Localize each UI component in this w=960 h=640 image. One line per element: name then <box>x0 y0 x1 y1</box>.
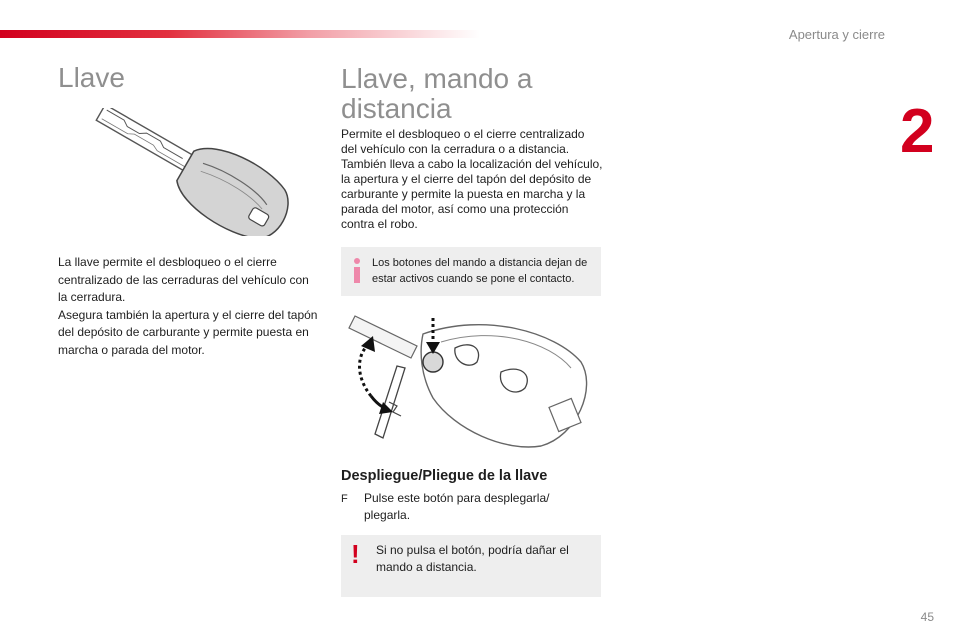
info-icon <box>350 257 364 283</box>
key-description: La llave permite el desbloqueo o el cierre centralizado de las cerraduras del vehículo con la cerradura. Asegura también la apertura y el cierre del tapón del depósito de carburante y permite puesta en marcha o parada del motor. <box>58 255 318 357</box>
bullet-marker: F <box>341 493 348 505</box>
remote-description: Permite el desbloqueo o el cierre centralizado del vehículo con la cerradura o a distancia. También lleva a cabo la localización del vehículo, la apertura y el cierre del tapón del depósito de carburante y permite la puesta en marcha y la parada del motor, así como una protección contra el robo. <box>341 127 603 231</box>
warning-note <box>341 535 601 597</box>
header-accent-bar <box>0 30 480 38</box>
page-title-key: Llave <box>58 62 125 93</box>
warning-note-text: Si no pulsa el botón, podría dañar el mando a distancia. <box>376 543 569 574</box>
remote-key-icon <box>345 306 600 450</box>
page-title-remote: Llave, mando a distancia <box>341 63 533 124</box>
info-note <box>341 247 601 296</box>
info-note-text: Los botones del mando a distancia dejan de estar activos cuando se pone el contacto. <box>372 257 588 285</box>
page-number: 45 <box>920 610 934 624</box>
section-subheading: Despliegue/Pliegue de la llave <box>341 468 548 484</box>
bullet-instruction: Pulse este botón para desplegarla/ plegarla. <box>364 491 550 522</box>
warning-exclamation-icon: ! <box>351 539 360 569</box>
chapter-number: 2 <box>900 97 935 166</box>
section-label: Apertura y cierre <box>788 27 885 42</box>
key-icon <box>88 108 308 236</box>
